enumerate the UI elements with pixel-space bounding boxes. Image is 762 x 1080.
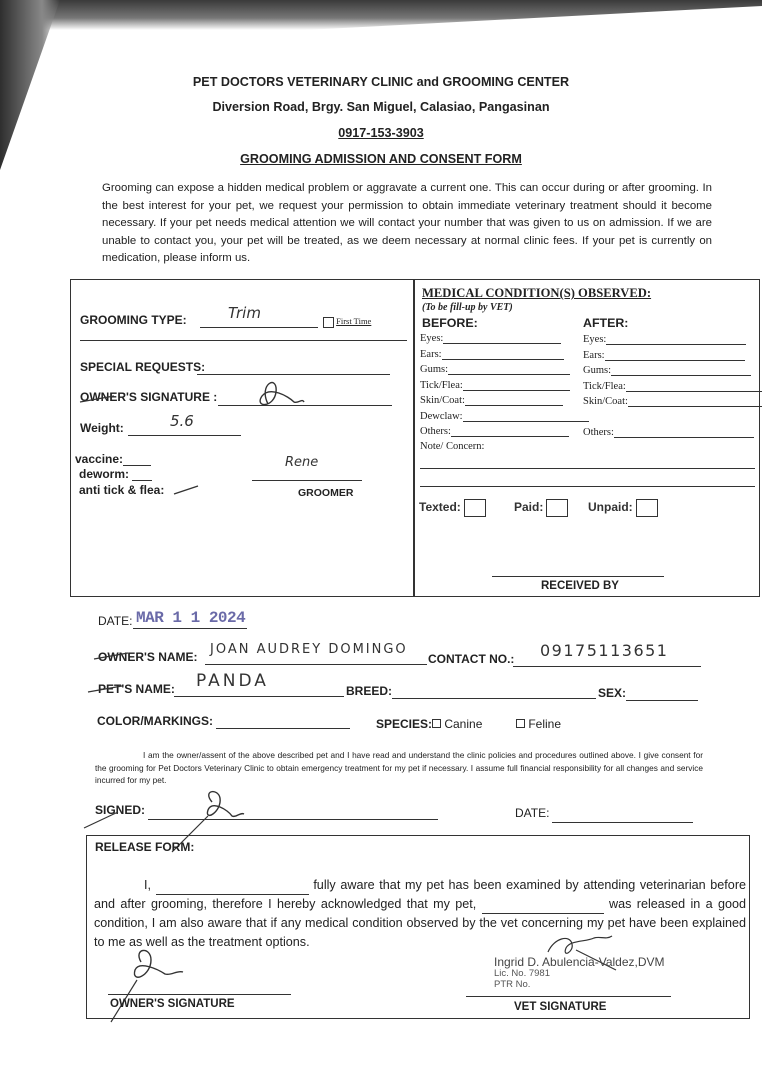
signed-strikethrough [82, 808, 122, 832]
before-field-input[interactable] [463, 380, 570, 391]
first-time-label: First Time [336, 316, 372, 326]
after-field-row [583, 350, 745, 361]
before-field-label: Skin/Coat: [420, 395, 465, 406]
paid-group [514, 499, 568, 517]
release-pet-field[interactable] [482, 900, 604, 914]
before-field-input[interactable] [442, 349, 564, 360]
before-field-row [420, 426, 569, 437]
after-field-label: Skin/Coat: [583, 396, 628, 407]
before-field-label: Others: [420, 426, 451, 437]
antitick-label [79, 483, 164, 497]
special-requests-field[interactable] [197, 360, 390, 375]
before-field-label: Gums: [420, 364, 449, 375]
clinic-name: PET DOCTORS VETERINARY CLINIC and GROOMING CENTER [192, 75, 570, 89]
release-owner-signature-field[interactable] [108, 982, 291, 995]
after-field-label: Others: [583, 427, 614, 438]
pet-name-value: PANDA [196, 671, 269, 691]
signed-label: SIGNED: [95, 803, 146, 817]
owner-strikethrough-1 [78, 394, 118, 404]
after-field-input[interactable] [628, 396, 762, 407]
release-title: RELEASE FORM: [95, 840, 195, 854]
vet-signature-field[interactable] [466, 986, 671, 997]
species-feline[interactable] [516, 717, 561, 731]
clinic-phone [0, 126, 762, 140]
species-label: SPECIES: [376, 717, 433, 731]
before-field-label: Ears: [420, 348, 442, 360]
pet-name-label: PET'S NAME: [98, 682, 175, 696]
vet-license: Lic. No. 7981 [494, 968, 550, 979]
deworm-label-text: deworm: [79, 467, 130, 481]
species-canine[interactable] [432, 717, 482, 731]
groomer-name: Rene [285, 455, 319, 470]
after-label: AFTER: [583, 316, 629, 330]
release-text-2: was released in a good condition, I am also aware that if any medical condition observed by the vet concerning my pet have been explained to me as well as the treatment options. [94, 897, 747, 949]
form-title [0, 152, 762, 166]
after-field-label: Tick/Flea: [583, 380, 626, 392]
before-field-row [420, 395, 563, 406]
before-field-row [420, 349, 564, 360]
before-field-label: Eyes: [420, 333, 444, 344]
received-by-line[interactable] [492, 566, 664, 577]
before-field-row [420, 364, 570, 375]
breed-label: BREED: [346, 684, 393, 698]
after-field-label: Eyes: [583, 334, 607, 345]
release-text-1: fully aware that my pet has been examined by attending veterinarian before and after grooming, therefore I hereby acknowledged that my pet, [94, 878, 747, 911]
feline-label: Feline [528, 717, 562, 731]
before-field-input[interactable] [451, 426, 569, 437]
before-field-row [420, 411, 589, 422]
after-field-row [583, 365, 751, 376]
after-field-row [583, 427, 754, 438]
consent-text: I am the owner/assent of the above described pet and I have read and understand the clinic policies and procedures outlined above. I give consent for the grooming for Pet Doctors Veterinary Clinic to obtain emergency treatment for my pet if necessary. I assume full financial responsibility for all changes and service incurred for my pet. [95, 750, 703, 785]
unpaid-label: Unpaid: [588, 500, 633, 515]
owner-strikethrough-2 [92, 651, 132, 661]
note-label: Note/ Concern: [420, 441, 485, 452]
before-field-input[interactable] [448, 364, 570, 375]
owner-signature-scribble-1 [248, 374, 318, 414]
note-line-2[interactable] [420, 476, 755, 487]
after-field-label: Ears: [583, 349, 605, 361]
note-line-1[interactable] [420, 458, 755, 469]
owner-signature-label: OWNER'S SIGNATURE : [80, 390, 218, 404]
owner-name-label: OWNER'S NAME: [98, 650, 198, 664]
grooming-type-line-2 [80, 330, 407, 341]
texted-label: Texted: [419, 500, 461, 515]
consent-date-label: DATE: [515, 806, 550, 820]
grooming-type-label: GROOMING TYPE: [80, 313, 187, 327]
deworm-field[interactable] [132, 467, 152, 481]
before-label: BEFORE: [422, 316, 478, 330]
vet-ptr: PTR No. [494, 979, 531, 990]
paid-checkbox[interactable] [546, 499, 568, 517]
canine-checkbox[interactable] [432, 719, 441, 728]
feline-checkbox[interactable] [516, 719, 525, 728]
owner-name-value: JOAN AUDREY DOMINGO [210, 642, 408, 657]
vet-name: Ingrid D. Abulencia-Valdez,DVM [494, 955, 665, 969]
after-field-input[interactable] [611, 365, 751, 376]
after-field-input[interactable] [614, 427, 754, 438]
paid-label: Paid: [514, 500, 544, 515]
before-field-label: Tick/Flea: [420, 379, 463, 391]
after-field-row [583, 396, 762, 407]
before-field-input[interactable] [443, 333, 561, 344]
release-name-field[interactable] [156, 881, 309, 895]
color-label: COLOR/MARKINGS: [97, 714, 213, 728]
vet-signature-label: VET SIGNATURE [514, 1001, 607, 1013]
consent-date-field[interactable] [552, 808, 693, 823]
unpaid-checkbox[interactable] [636, 499, 658, 517]
date-stamp: MAR 1 1 2024 [136, 609, 246, 627]
grooming-type-value: Trim [228, 304, 261, 322]
received-by-label: RECEIVED BY [541, 580, 619, 592]
texted-checkbox[interactable] [464, 499, 486, 517]
scan-shadow [0, 0, 762, 30]
owner-strikethrough-3 [86, 684, 126, 694]
vaccine-field[interactable] [123, 452, 151, 466]
medical-subtitle: (To be fill-up by VET) [422, 302, 513, 313]
after-field-input[interactable] [606, 334, 746, 345]
groomer-line [252, 472, 362, 481]
intro-paragraph: Grooming can expose a hidden medical problem or aggravate a current one. This can occur during or after grooming. In the best interest for your pet, we request your permission to obtain immediate veterinary treatment should it become necessary. If your pet needs medical attention we will contact your number that was given to us on admission. If we are unable to contact you, your pet will be treated, as we deem necessary at normal clinic fees. If your pet is currently on medication, please inform us. [102, 182, 712, 264]
release-i-label: I, [144, 878, 151, 892]
release-text [94, 876, 746, 952]
color-field[interactable] [216, 714, 350, 729]
date-label: DATE: [98, 614, 133, 628]
weight-label: Weight: [80, 421, 124, 435]
first-time-checkbox[interactable] [323, 316, 371, 328]
before-field-input[interactable] [463, 411, 589, 422]
vaccine-label-text: vaccine: [75, 452, 124, 466]
canine-label: Canine [444, 717, 483, 731]
sex-label: SEX: [598, 686, 627, 700]
clinic-address: Diversion Road, Brgy. San Miguel, Calasiao, Pangasinan [212, 100, 550, 114]
deworm-label [79, 467, 152, 481]
sex-field[interactable] [626, 686, 698, 701]
before-field-row [420, 380, 570, 391]
after-field-row [583, 381, 762, 392]
release-owner-signature-label: OWNER'S SIGNATURE [110, 998, 235, 1010]
clinic-phone-text: 0917-153-3903 [338, 126, 424, 140]
antitick-label-text: anti tick & flea: [79, 483, 165, 497]
breed-field[interactable] [392, 684, 596, 699]
medical-title: MEDICAL CONDITION(S) OBSERVED: [422, 286, 652, 300]
contact-label: CONTACT NO.: [428, 652, 515, 666]
weight-value: 5.6 [170, 412, 194, 430]
before-field-label: Dewclaw: [420, 410, 463, 422]
antitick-checkmark [172, 484, 202, 498]
after-field-row [583, 334, 746, 345]
form-title-text: GROOMING ADMISSION AND CONSENT FORM [240, 152, 522, 166]
texted-group [419, 499, 486, 517]
before-field-input[interactable] [465, 395, 563, 406]
box-divider [413, 279, 415, 597]
special-requests-label: SPECIAL REQUESTS: [80, 360, 206, 374]
after-field-input[interactable] [605, 350, 745, 361]
vaccine-label [75, 452, 151, 466]
contact-value: 09175113651 [540, 641, 669, 660]
after-field-label: Gums: [583, 365, 612, 376]
before-field-row [420, 333, 561, 344]
unpaid-group [588, 499, 658, 517]
groomer-label: GROOMER [298, 487, 354, 499]
first-time-box[interactable] [323, 317, 334, 328]
after-field-input[interactable] [626, 381, 762, 392]
